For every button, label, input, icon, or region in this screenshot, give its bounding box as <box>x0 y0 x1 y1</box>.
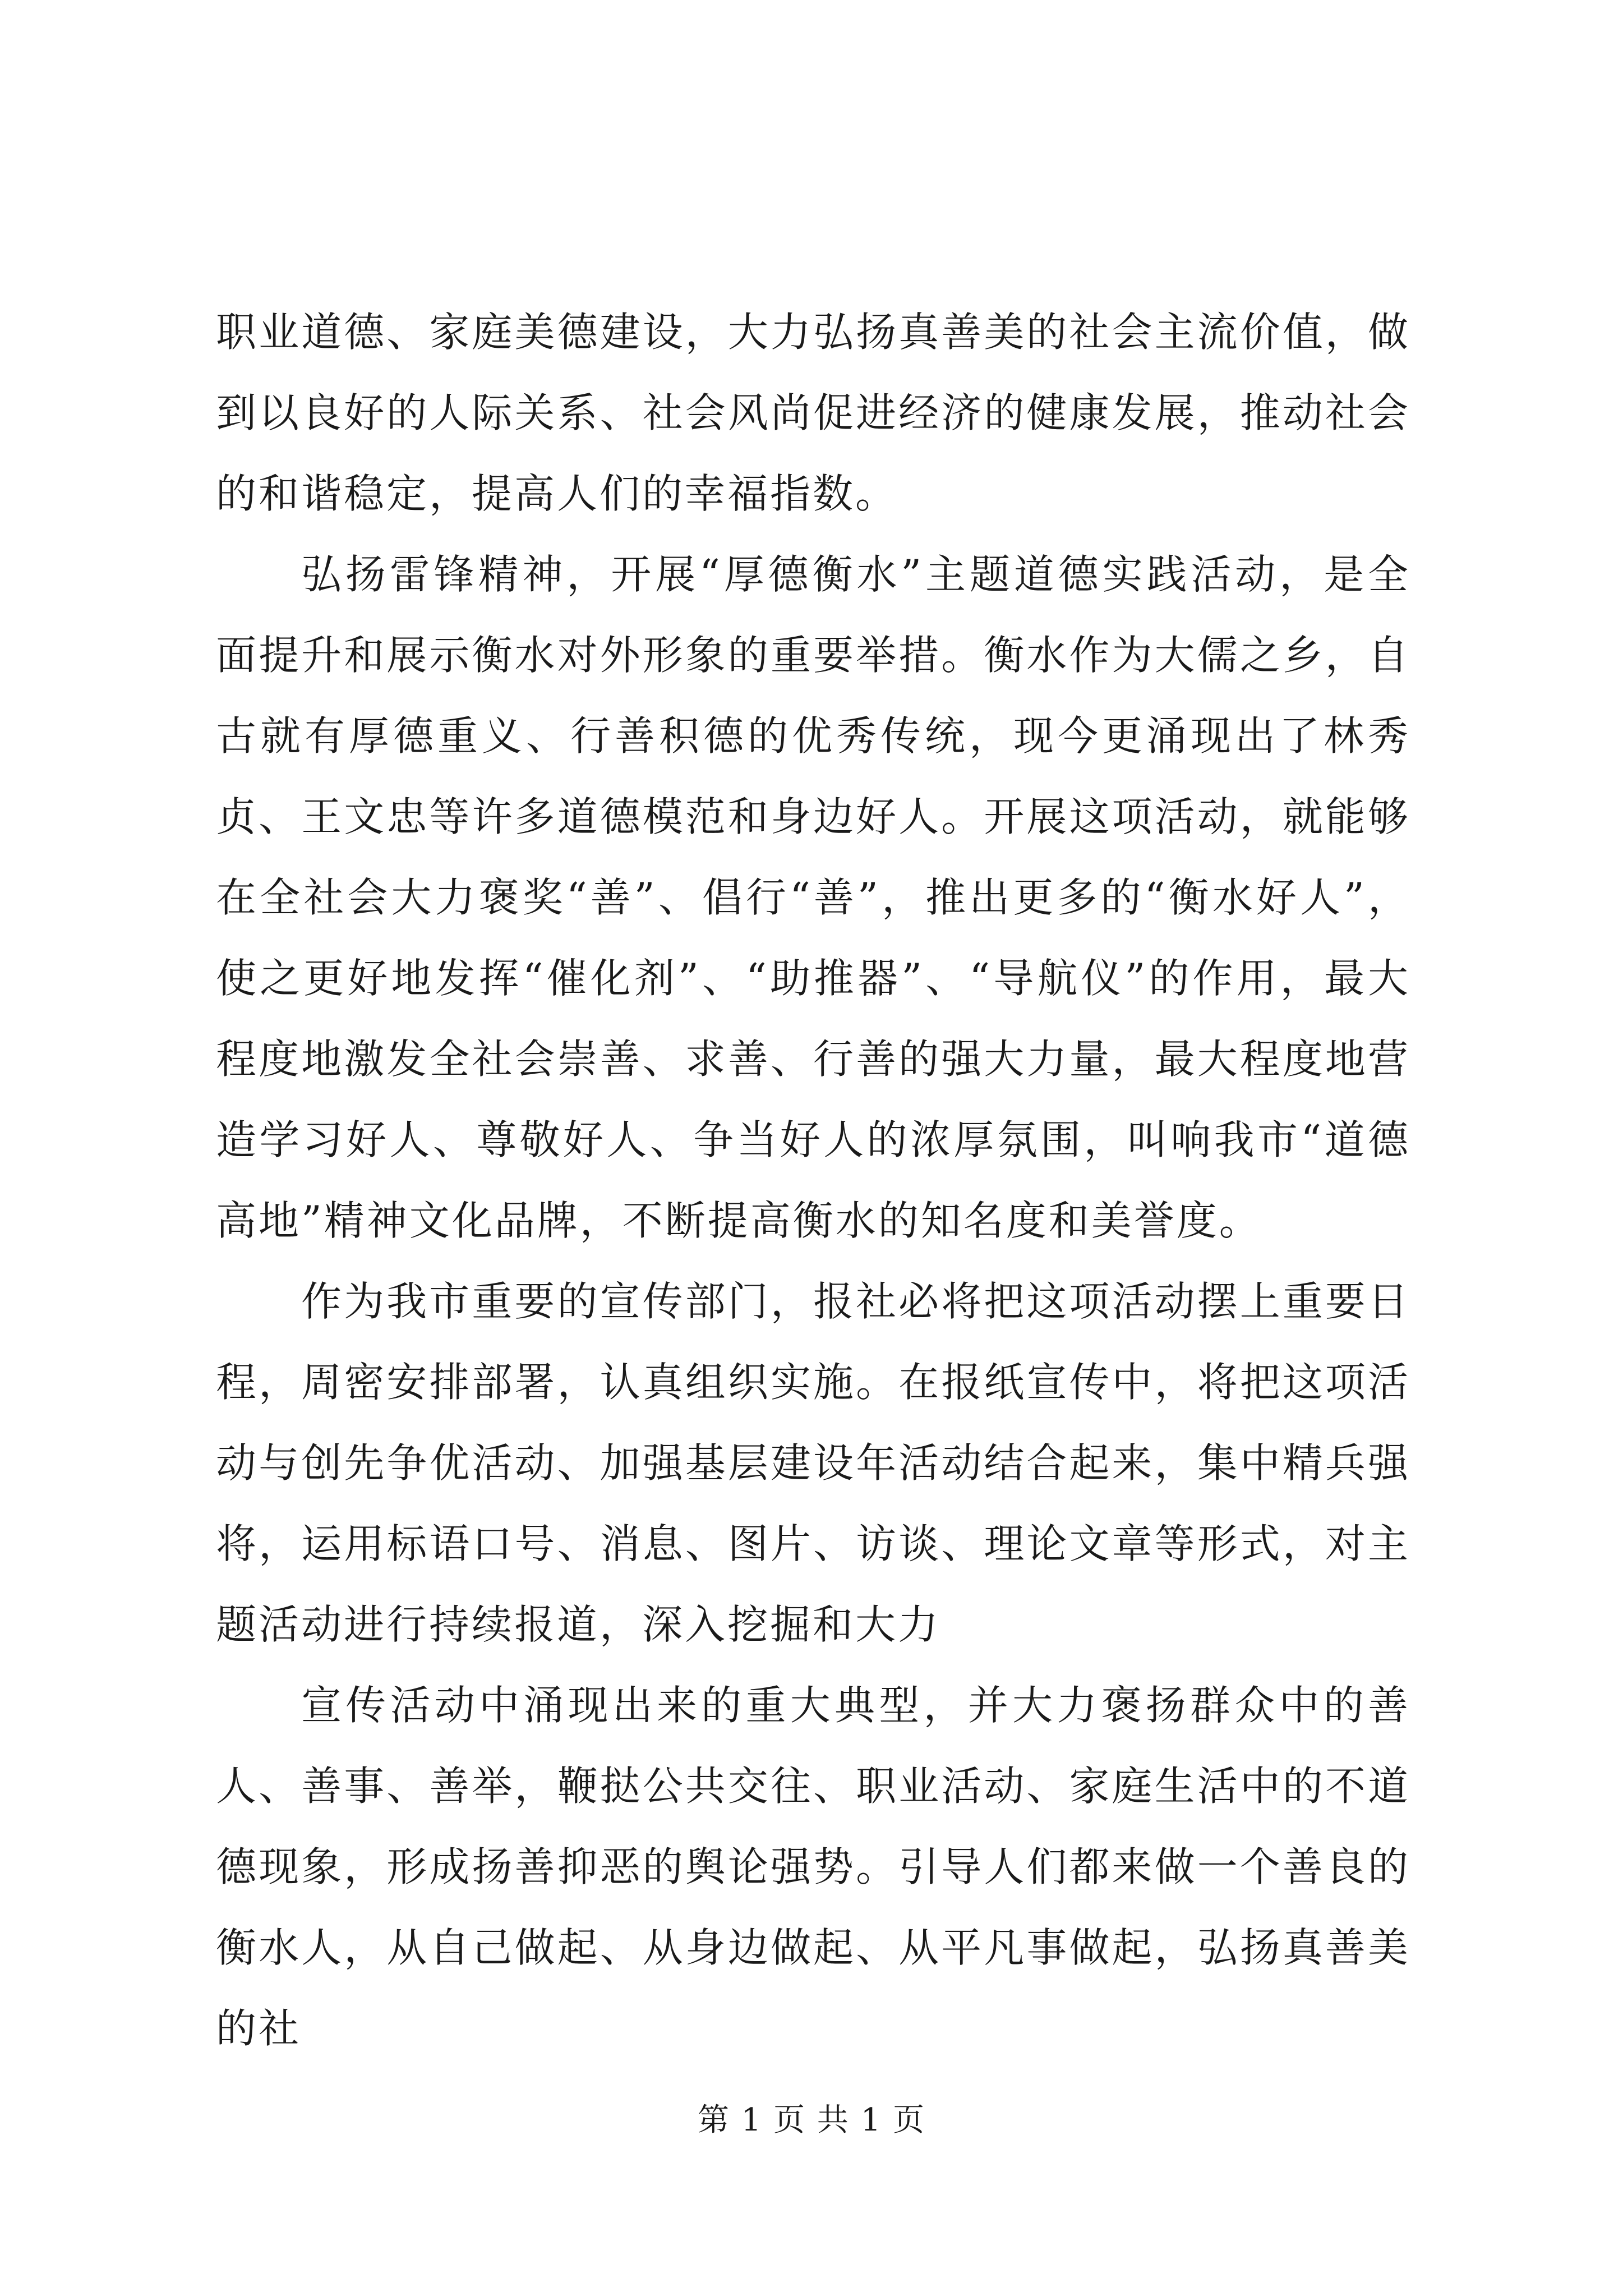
paragraph-hengshui-activity: 弘扬雷锋精神，开展“厚德衡水”主题道德实践活动，是全面提升和展示衡水对外形象的重要举措。衡水作为大儒之乡，自古就有厚德重义、行善积德的优秀传统，现今更涌现出了林秀贞、王文忠等许多道德模范和身边好人。开展这项活动，就能够在全社会大力褒奖“善”、倡行“善”，推出更多的“衡水好人”，使之更好地发挥“催化剂”、“助推器”、“导航仪”的作用，最大程度地激发全社会崇善、求善、行善的强大力量，最大程度地营造学习好人、尊敬好人、争当好人的浓厚氛围，叫响我市“道德高地”精神文化品牌，不断提高衡水的知名度和美誉度。 <box>216 551 1410 1244</box>
paragraph-continuation: 职业道德、家庭美德建设，大力弘扬真善美的社会主流价值，做到以良好的人际关系、社会风尚促进经济的健康发展，推动社会的和谐稳定，提高人们的幸福指数。 <box>216 309 1410 517</box>
document-body <box>216 292 1410 2069</box>
page-number-footer: 第 1 页 共 1 页 <box>697 2102 926 2138</box>
paragraph-publicity: 宣传活动中涌现出来的重大典型，并大力褒扬群众中的善人、善事、善举，鞭挞公共交往、职业活动、家庭生活中的不道德现象，形成扬善抑恶的舆论强势。引导人们都来做一个善良的衡水人，从自己做起、从身边做起、从平凡事做起，弘扬真善美的社 <box>216 1682 1410 2052</box>
paragraph-newspaper-role: 作为我市重要的宣传部门，报社必将把这项活动摆上重要日程，周密安排部署，认真组织实施。在报纸宣传中，将把这项活动与创先争优活动、加强基层建设年活动结合起来，集中精兵强将，运用标语口号、消息、图片、访谈、理论文章等形式，对主题活动进行持续报道，深入挖掘和大力 <box>216 1278 1410 1648</box>
